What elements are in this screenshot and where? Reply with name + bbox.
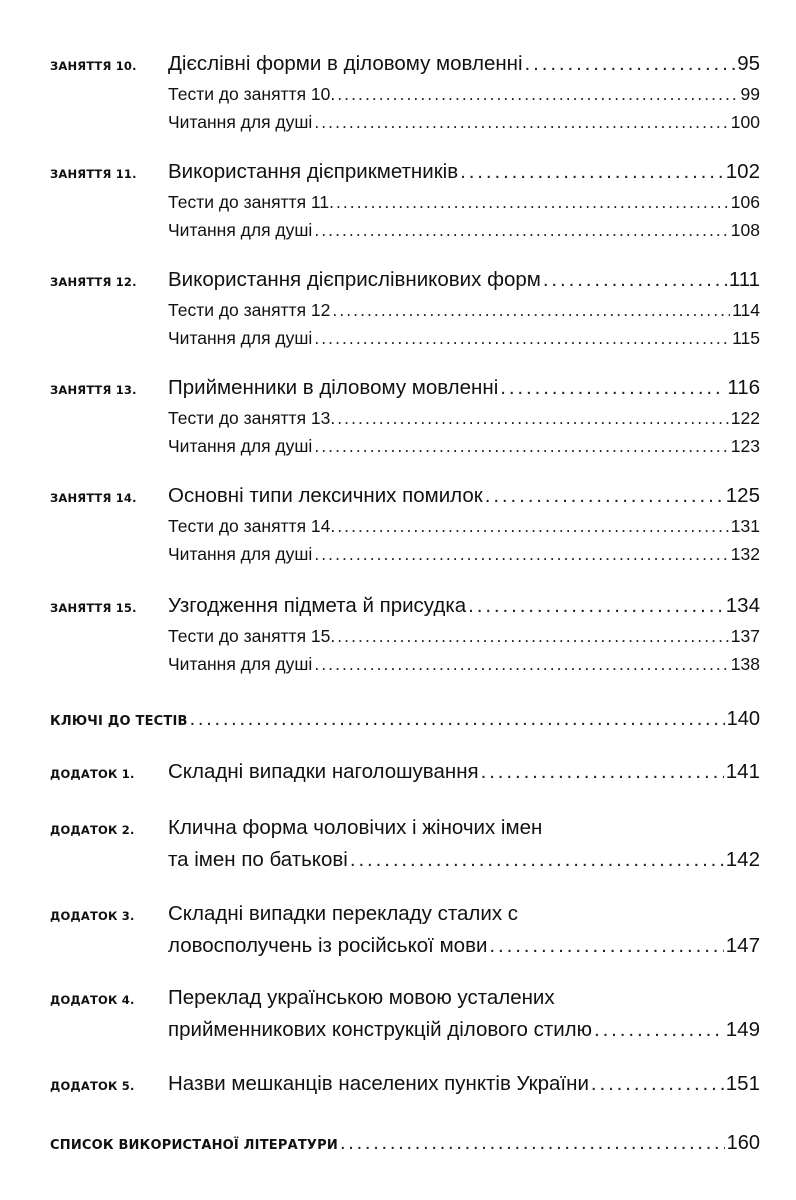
page-number: 123	[730, 436, 760, 456]
appendix-label: ДОДАТОК 3.	[50, 909, 135, 923]
dot-leader	[332, 300, 730, 321]
page-number: 106	[730, 192, 760, 212]
dot-leader	[337, 84, 738, 105]
page-number: 115	[732, 328, 760, 348]
page-number: 125	[725, 484, 760, 507]
page-number: 147	[725, 934, 760, 957]
dot-leader	[460, 160, 724, 184]
appendix-title-line-1: Переклад українською мовою усталених	[168, 986, 555, 1009]
page-number: 141	[725, 760, 760, 783]
appendix-title: Назви мешканців населених пунктів України	[168, 1072, 589, 1095]
page-number: 140	[726, 708, 760, 730]
lesson-title: Використання дієприслівникових форм	[168, 268, 541, 291]
appendix-title-line-1: Складні випадки перекладу сталих с	[168, 902, 519, 925]
lesson-title: Прийменники в діловому мовленні	[168, 376, 499, 399]
page-number: 99	[740, 84, 760, 104]
dot-leader	[500, 376, 725, 400]
lesson-label: ЗАНЯТТЯ 15.	[50, 601, 137, 615]
appendix-label: ДОДАТОК 5.	[50, 1079, 135, 1093]
reading-title: Читання для душі	[168, 436, 313, 456]
dot-leader	[190, 708, 725, 731]
dot-leader	[591, 1072, 724, 1096]
page-number: 100	[730, 112, 760, 132]
dot-leader	[525, 52, 736, 76]
tests-title: Тести до заняття 15.	[168, 626, 336, 646]
dot-leader	[485, 484, 724, 508]
appendix-title: Складні випадки наголошування	[168, 760, 479, 783]
page-number: 122	[730, 408, 760, 428]
dot-leader	[468, 594, 724, 618]
page-number: 95	[737, 52, 760, 75]
literature-title: СПИСОК ВИКОРИСТАНОЇ ЛІТЕРАТУРИ	[50, 1138, 338, 1153]
page-number: 132	[730, 544, 760, 564]
lesson-title: Узгодження підмета й присудка	[168, 594, 467, 617]
tests-title: Тести до заняття 12	[168, 300, 331, 320]
reading-title: Читання для душі	[168, 328, 313, 348]
dot-leader	[314, 220, 728, 241]
tests-title: Тести до заняття 10.	[168, 84, 336, 104]
dot-leader	[481, 760, 724, 784]
keys-title: КЛЮЧІ ДО ТЕСТІВ	[50, 714, 188, 729]
page-number: 151	[725, 1072, 760, 1095]
page-number: 138	[730, 654, 760, 674]
dot-leader	[350, 848, 724, 872]
page-number: 134	[725, 594, 760, 617]
lesson-label: ЗАНЯТТЯ 12.	[50, 275, 137, 289]
appendix-label: ДОДАТОК 4.	[50, 993, 135, 1007]
dot-leader	[336, 192, 729, 213]
reading-title: Читання для душі	[168, 654, 313, 674]
page-number: 142	[725, 848, 760, 871]
dot-leader	[337, 516, 729, 537]
page-number: 137	[730, 626, 760, 646]
dot-leader	[337, 626, 729, 647]
page-number: 114	[732, 300, 760, 320]
dot-leader	[337, 408, 729, 429]
lesson-title: Дієслівні форми в діловому мовленні	[168, 52, 523, 75]
appendix-label: ДОДАТОК 2.	[50, 823, 135, 837]
dot-leader	[489, 934, 723, 958]
page-number: 160	[726, 1132, 760, 1154]
appendix-title-line-1: Клична форма чоловічих і жіночих імен	[168, 816, 543, 839]
tests-title: Тести до заняття 13.	[168, 408, 336, 428]
appendix-title-line-2: прийменникових конструкцій ділового стилю	[168, 1018, 592, 1041]
lesson-title: Використання дієприкметників	[168, 160, 459, 183]
appendix-title-line-2: ловосполучень із російської мови	[168, 934, 488, 957]
dot-leader	[340, 1132, 725, 1155]
dot-leader	[314, 328, 730, 349]
tests-title: Тести до заняття 11.	[168, 192, 334, 212]
dot-leader	[594, 1018, 724, 1042]
dot-leader	[314, 112, 728, 133]
page-number: 108	[730, 220, 760, 240]
dot-leader	[314, 654, 728, 675]
appendix-label: ДОДАТОК 1.	[50, 767, 135, 781]
lesson-label: ЗАНЯТТЯ 11.	[50, 167, 137, 181]
page-number: 131	[730, 516, 760, 536]
lesson-label: ЗАНЯТТЯ 14.	[50, 491, 137, 505]
tests-title: Тести до заняття 14.	[168, 516, 336, 536]
page-number: 116	[727, 376, 760, 399]
page-number: 149	[725, 1018, 760, 1041]
lesson-title: Основні типи лексичних помилок	[168, 484, 483, 507]
appendix-title-line-2: та імен по батькові	[168, 848, 348, 871]
dot-leader	[543, 268, 727, 292]
lesson-label: ЗАНЯТТЯ 10.	[50, 59, 137, 73]
lesson-label: ЗАНЯТТЯ 13.	[50, 383, 137, 397]
reading-title: Читання для душі	[168, 220, 313, 240]
reading-title: Читання для душі	[168, 544, 313, 564]
dot-leader	[314, 544, 728, 565]
page-number: 102	[725, 160, 760, 183]
page-number: 111	[728, 268, 760, 291]
reading-title: Читання для душі	[168, 112, 313, 132]
dot-leader	[314, 436, 728, 457]
